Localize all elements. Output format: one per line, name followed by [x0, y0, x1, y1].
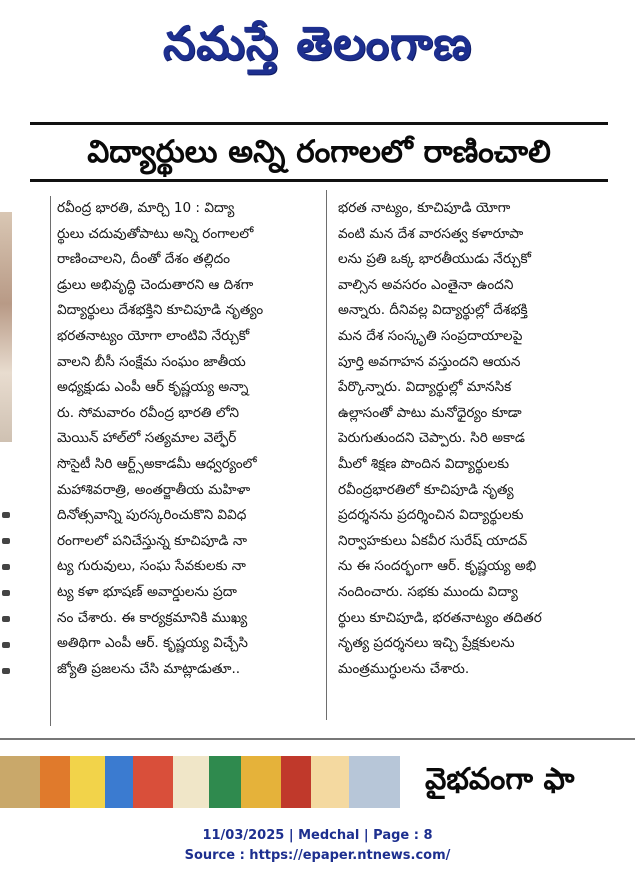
article-line: పెరుగుతుందని చెప్పారు. సిరి అకాడ — [338, 430, 525, 447]
article-headline: విద్యార్థులు అన్ని రంగాలలో రాణించాలి — [87, 134, 551, 170]
adjacent-text-fragment — [2, 538, 10, 544]
article-line: ను ఈ సందర్భంగా ఆర్. కృష్ణయ్య అభి — [338, 558, 537, 575]
article-line: పూర్తి అవగాహన వస్తుందని ఆయన — [338, 353, 521, 370]
column-divider — [326, 190, 327, 720]
article-line: రవీంద్రభారతిలో కూచిపూడి నృత్య — [338, 481, 514, 498]
article-line: లను ప్రతి ఒక్క భారతీయుడు నేర్చుకో — [338, 251, 531, 268]
masthead — [0, 0, 635, 108]
article-column-left — [50, 196, 319, 726]
article-line: వాల్సిన అవసరం ఎంతైనా ఉందని — [338, 276, 514, 293]
article-line: అన్నారు. దీనివల్ల విద్యార్థుల్లో దేశభక్తి — [338, 302, 528, 319]
section-divider — [0, 738, 635, 740]
article-line: భరత నాట్యం, కూచిపూడి యోగా — [338, 200, 511, 216]
adjacent-text-fragment — [2, 590, 10, 596]
article-line: రాణించాలని, దీంతో దేశం తల్లిదం — [57, 251, 231, 268]
article-line: అతిథిగా ఎంపీ ఆర్. కృష్ణయ్య విచ్చేసి — [57, 635, 248, 652]
article-column-right — [338, 196, 610, 682]
article-line: ర్థులు కూచిపూడి, భరతనాట్యం తదితర — [338, 609, 542, 626]
adjacent-text-fragment — [2, 512, 10, 518]
article-line: వంటి మన దేశ వారసత్వ కళారూపా — [338, 225, 524, 242]
article-line: మహాశివరాత్రి, అంతర్జాతీయ మహిళా — [57, 481, 251, 498]
article-line: జ్యోతి ప్రజలను చేసి మాట్లాడుతూ.. — [57, 660, 241, 677]
article-line: భరతనాట్యం యోగా లాంటివి నేర్చుకో — [57, 327, 250, 344]
article-line: రంగాలలో పనిచేస్తున్న కూచిపూడి నా — [57, 532, 247, 549]
article-line: సొసైటీ సిరి ఆర్ట్స్‌అకాడమీ ఆధ్వర్యంలో — [57, 455, 257, 472]
article-body-left — [57, 196, 319, 682]
article-line: ర్థులు చదువుతోపాటు అన్ని రంగాలలో — [57, 225, 254, 242]
article-line: నృత్య ప్రదర్శనలు ఇచ్చి ప్రేక్షకులను — [338, 635, 515, 652]
adjacent-photo — [0, 212, 12, 442]
article-line: మీలో శిక్షణ పొందిన విద్యార్థులకు — [338, 455, 510, 472]
article-line: మన దేశ సంస్కృతి సంప్రదాయాలపై — [338, 327, 523, 344]
adjacent-text-fragment — [2, 616, 10, 622]
page-footer — [0, 826, 635, 866]
article-line: ఉల్లాసంతో పాటు మనోధైర్యం కూడా — [338, 404, 522, 421]
article-line: మంత్రముగ్ధులను చేశారు. — [338, 660, 470, 677]
adjacent-text-fragment — [2, 642, 10, 648]
newspaper-logo: నమస్తే తెలంగాణ — [162, 16, 473, 70]
article-line: ట్య కళా భూషణ్ అవార్డులను ప్రదా — [57, 583, 237, 600]
article-line: నం చేశారు. ఈ కార్యక్రమానికి ముఖ్య — [57, 609, 248, 626]
article-line: ప్రదర్శనను ప్రదర్శించిన విద్యార్థులకు — [338, 507, 524, 524]
article-line: నందించారు. సభకు ముందు విద్యా — [338, 583, 518, 600]
article-line: విద్యార్థులు దేశభక్తిని కూచిపూడి నృత్యం — [57, 302, 264, 319]
article-line: రవీంద్ర భారతి, మార్చి 10 : విద్యా — [57, 200, 235, 216]
festival-photo-strip — [0, 756, 400, 808]
next-article-headline: వైభవంగా ఫా — [425, 762, 575, 797]
article-line: రు. సోమవారం రవీంద్ర భారతి లోని — [57, 404, 240, 421]
adjacent-text-fragment — [2, 564, 10, 570]
article-line: పేర్కొన్నారు. విద్యార్థుల్లో మానసిక — [338, 379, 512, 396]
article-line: దినోత్సవాన్ని పురస్కరించుకొని వివిధ — [57, 507, 247, 524]
article-body-right — [338, 196, 610, 682]
footer-date-edition: 11/03/2025 | Medchal | Page : 8 — [202, 828, 433, 843]
article-line: వాలని బీసీ సంక్షేమ సంఘం జాతీయ — [57, 353, 246, 370]
adjacent-clipping-edge — [0, 112, 12, 732]
article-line: డ్రులు అభివృద్ధి చెందుతారని ఆ దిశగా — [57, 276, 254, 293]
adjacent-text-fragment — [2, 668, 10, 674]
article-line: ట్య గురువులు, సంఘ సేవకులకు నా — [57, 558, 246, 575]
article-line: మెయిన్ హాల్‌లో సత్యమాల వెల్ఫేర్ — [57, 430, 237, 447]
article-line: నిర్వాహకులు ఏకవీర సురేష్ యాదవ్ — [338, 532, 528, 549]
article-line: అధ్యక్షుడు ఎంపీ ఆర్ కృష్ణయ్య అన్నా — [57, 379, 249, 396]
footer-source[interactable]: Source : https://epaper.ntnews.com/ — [184, 848, 451, 863]
headline-box — [30, 122, 608, 182]
